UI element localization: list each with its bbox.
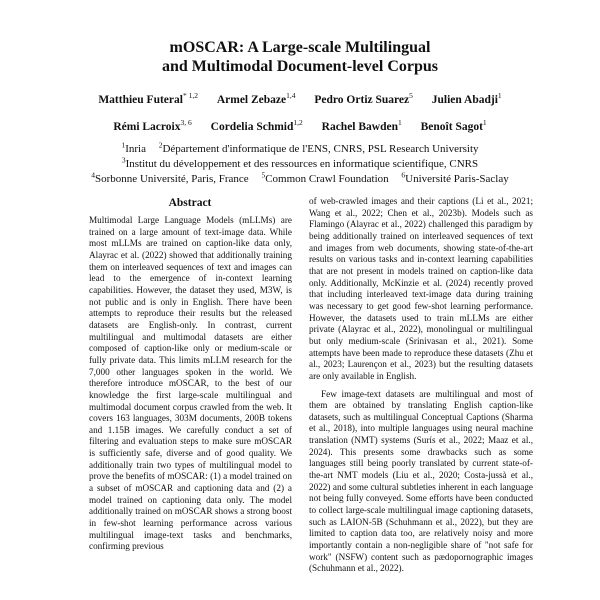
author: Benoît Sagot$^1$ (420, 118, 487, 133)
affiliation-line-2 (0, 157, 600, 171)
affiliation: $^5$Common Crawl Foundation (261, 170, 389, 185)
author: Armel Zebaze$^{1,4}$ (216, 91, 296, 106)
affiliation: $^1$Inria (121, 140, 146, 155)
affiliation: $^6$Université Paris-Saclay (401, 170, 509, 185)
body-paragraph: of web-crawled images and their captions (Li et al., 2021; Wang et al., 2022; Chen et al., 2023b). Models such as Flamingo (Alayrac et al., 2022) challenged this paradigm by being additionally trained on interleaved sequences of text and images from web documents, showing state-of-the-art results on various tasks and in-context learning capabilities that are not present in models trained on caption-like data only. Additionally, McKinzie et al. (2024) recently proved that including interleaved text-image data during training was necessary to get good few-shot learning performance. However, the datasets used to train mLLMs are either private (Alayrac et al., 2022), monolingual or multilingual but only medium-scale (Srinivasan et al., 2021). Some attempts have been made to reproduce these datasets (Zhu et al., 2023; Laurençon et al., 2023) but the resulting datasets are only available in English. (309, 196, 533, 381)
affiliation-line-3 (0, 172, 600, 186)
author: Rémi Lacroix$^{3, 6}$ (113, 118, 192, 133)
introduction-column (309, 196, 533, 575)
abstract-heading: Abstract (168, 197, 212, 209)
author: Julien Abadji$^1$ (431, 91, 502, 106)
abstract-body (89, 215, 292, 553)
title-line-2: and Multimodal Document-level Corpus (162, 58, 438, 75)
author: Rachel Bawden$^1$ (321, 118, 402, 133)
authors-row-1 (0, 93, 600, 107)
title-line-1: mOSCAR: A Large-scale Multilingual (169, 39, 431, 56)
authors-row-2 (0, 120, 600, 134)
body-paragraph: Few image-text datasets are multilingual and most of them are obtained by translating English caption-like datasets, such as multilingual Conceptual Captions (Sharma et al., 2018), into multiple languages using neural machine translation (NMT) systems (Surís et al., 2022; Maaz et al., 2024). This presents some drawbacks such as some languages still being poorly translated by current state-of-the-art NMT models (Liu et al., 2020; Costa-jussà et al., 2022) and some cultural subtleties inherent in each language not being fully conveyed. Some efforts have been conducted to collect large-scale multilingual image captioning datasets, such as LAION-5B (Schuhmann et al., 2022), but they are limited to caption data too, are relatively noisy and more importantly contain a non-negligible share of "not safe for work" (NSFW) content such as pædopornographic images (Schuhmann et al., 2022). (309, 388, 533, 574)
abstract-paragraph: Multimodal Large Language Models (mLLMs) are trained on a large amount of text-image data. While most mLLMs are trained on caption-like data only, Alayrac et al. (2022) showed that additionally training them on interleaved sequences of text and images can lead to the emergence of in-context learning capabilities. However, the dataset they used, M3W, is not public and is only in English. There have been attempts to reproduce their results but the released datasets are English-only. In contrast, current multilingual and multimodal datasets are either composed of caption-like only or medium-scale or fully private data. This limits mLLM research for the 7,000 other languages spoken in the world. We therefore introduce mOSCAR, to the best of our knowledge the first large-scale multilingual and multimodal document corpus crawled from the web. It covers 163 languages, 303M documents, 200B tokens and 1.15B images. We carefully conduct a set of filtering and evaluation steps to make sure mOSCAR is sufficiently safe, diverse and of good quality. We additionally train two types of multilingual model to prove the benefits of mOSCAR: (1) a model trained on a subset of mOSCAR and captioning data and (2) a model trained on captioning data only. The model additionally trained on mOSCAR shows a strong boost in few-shot learning performance across various multilingual image-text tasks and benchmarks, confirming previous (89, 215, 292, 552)
affiliation-line-1 (0, 142, 600, 156)
author: Pedro Ortiz Suarez$^5$ (314, 91, 413, 106)
affiliation: $^3$Institut du développement et des ressources en informatique scientifique, CNRS (121, 155, 479, 170)
affiliation: $^4$Sorbonne Université, Paris, France (91, 170, 249, 185)
paper-title (0, 38, 600, 76)
author: Cordelia Schmid$^{1,2}$ (210, 118, 303, 133)
affiliation: $^2$Département d'informatique de l'ENS, CNRS, PSL Research University (158, 140, 479, 155)
author: Matthieu Futeral$^{* 1,2}$ (98, 91, 198, 106)
